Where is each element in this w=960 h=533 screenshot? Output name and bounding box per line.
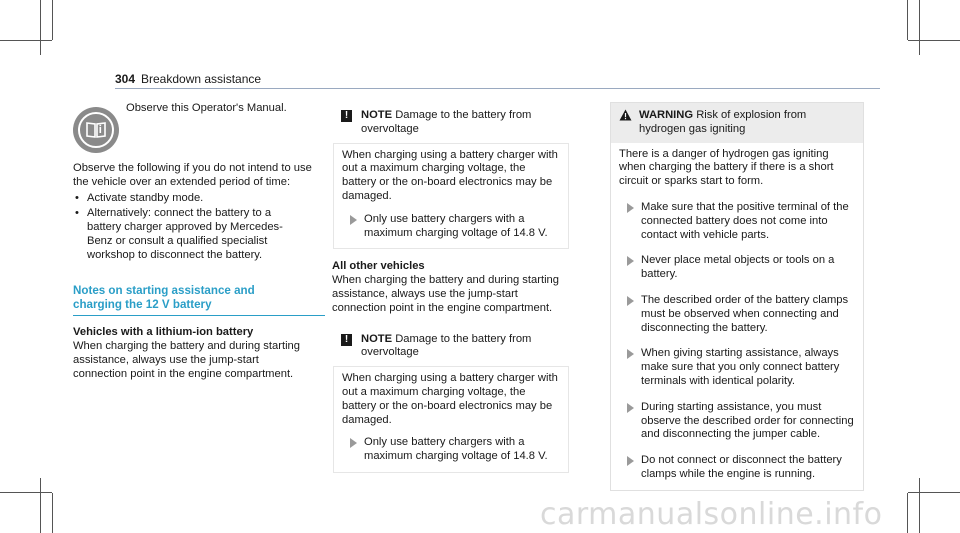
note-step-text: Only use battery chargers with a maximum charging voltage of 14.8 V. — [364, 212, 548, 239]
warning-step-text: During starting assistance, you must observe the described order for connecting and disconnecting the jumper cable. — [641, 400, 854, 441]
warning-body-text: There is a danger of hydrogen gas igniting when charging the battery if there is a short circuit or sparks start to form. — [619, 147, 834, 188]
crop-mark — [52, 0, 53, 40]
note-header — [333, 103, 569, 143]
page-section-title: Breakdown assistance — [141, 72, 262, 86]
warning-step — [619, 347, 855, 388]
crop-mark — [919, 0, 920, 55]
section-heading-text: Notes on starting assistance and charging the 12 V battery — [73, 284, 255, 312]
lithium-body: When charging the battery and during starting assistance, always use the jump-start connection point in the engine compartment. — [73, 340, 300, 380]
warning-label: WARNING — [639, 109, 694, 121]
crop-mark — [908, 492, 960, 493]
warning-step — [619, 201, 855, 242]
note-box — [332, 102, 570, 250]
warning-triangle-icon — [619, 109, 632, 126]
crop-mark — [40, 478, 41, 533]
header-divider — [115, 88, 880, 89]
arrow-right-icon — [627, 456, 634, 466]
warning-step — [619, 401, 855, 442]
warning-header — [611, 103, 863, 143]
column-right — [610, 102, 864, 491]
crop-mark — [52, 493, 53, 533]
arrow-right-icon — [627, 349, 634, 359]
column-left — [73, 102, 312, 382]
subheading-lithium: Vehicles with a lithium-ion battery — [73, 326, 254, 339]
arrow-right-icon — [350, 215, 357, 225]
note-body-text: When charging using a battery charger with out a maximum charging voltage, the battery or the on-board electronics may be damaged. — [342, 372, 558, 426]
arrow-right-icon — [627, 403, 634, 413]
crop-mark — [0, 40, 52, 41]
warning-step-text: The described order of the battery clamps must be observed when connecting and disconnecting the battery. — [641, 293, 849, 334]
note-label: NOTE — [361, 109, 393, 121]
exclamation-icon: ! — [341, 110, 352, 122]
warning-step-text: Do not connect or disconnect the battery clamps while the engine is running. — [641, 454, 842, 480]
warning-body — [611, 143, 863, 490]
warning-title: Risk of explosion from hydrogen gas igniting — [639, 109, 807, 135]
note-body-text: When charging using a battery charger with out a maximum charging voltage, the battery or the on-board electronics may be damaged. — [342, 148, 558, 202]
note-box — [332, 326, 570, 474]
crop-mark — [907, 493, 908, 533]
note-step — [342, 213, 560, 241]
warning-box — [610, 102, 864, 491]
page-number: 304 — [115, 72, 136, 86]
list-item: • Alternatively: connect the battery to a battery charger approved by Mercedes-Benz or consult a qualified specialist workshop to disconnect the battery. — [73, 207, 307, 262]
warning-step — [619, 454, 855, 482]
exclamation-icon: ! — [341, 334, 352, 346]
crop-mark — [907, 0, 908, 40]
note-step-text: Only use battery chargers with a maximum charging voltage of 14.8 V. — [364, 436, 548, 463]
subheading-other-vehicles: All other vehicles — [332, 260, 425, 273]
arrow-right-icon — [627, 296, 634, 306]
note-body — [333, 143, 569, 250]
storage-bullet-list — [73, 192, 323, 262]
arrow-right-icon — [627, 203, 634, 213]
warning-step-text: When giving starting assistance, always make sure that you only connect battery terminals with identical polarity. — [641, 347, 840, 387]
note-title: Damage to the battery from overvoltage — [361, 109, 532, 135]
other-vehicles-body: When charging the battery and during starting assistance, always use the jump-start connection point in the engine compartment. — [332, 274, 559, 314]
warning-step-text: Make sure that the positive terminal of the connected battery does not come into contact with vehicle parts. — [641, 200, 849, 241]
section-heading — [73, 284, 325, 316]
note-header — [333, 327, 569, 367]
manual-note: Observe this Operator's Manual. — [126, 102, 287, 114]
note-title: Damage to the battery from overvoltage — [361, 332, 532, 359]
note-body — [333, 366, 569, 473]
warning-step — [619, 294, 855, 335]
section-heading-rule — [73, 315, 325, 316]
crop-mark — [40, 0, 41, 55]
arrow-right-icon — [627, 256, 634, 266]
crop-mark — [0, 492, 52, 493]
crop-mark — [919, 478, 920, 533]
watermark: carmanualsonline.info — [540, 497, 883, 532]
warning-step-text: Never place metal objects or tools on a battery. — [641, 254, 835, 281]
crop-mark — [908, 40, 960, 41]
storage-intro: Observe the following if you do not intend to use the vehicle over an extended period of time: — [73, 161, 312, 188]
note-step — [342, 436, 560, 464]
list-item: • Activate standby mode. — [73, 192, 323, 206]
arrow-right-icon — [350, 438, 357, 448]
column-middle — [332, 102, 570, 474]
warning-step — [619, 254, 855, 282]
note-label: NOTE — [361, 332, 393, 345]
